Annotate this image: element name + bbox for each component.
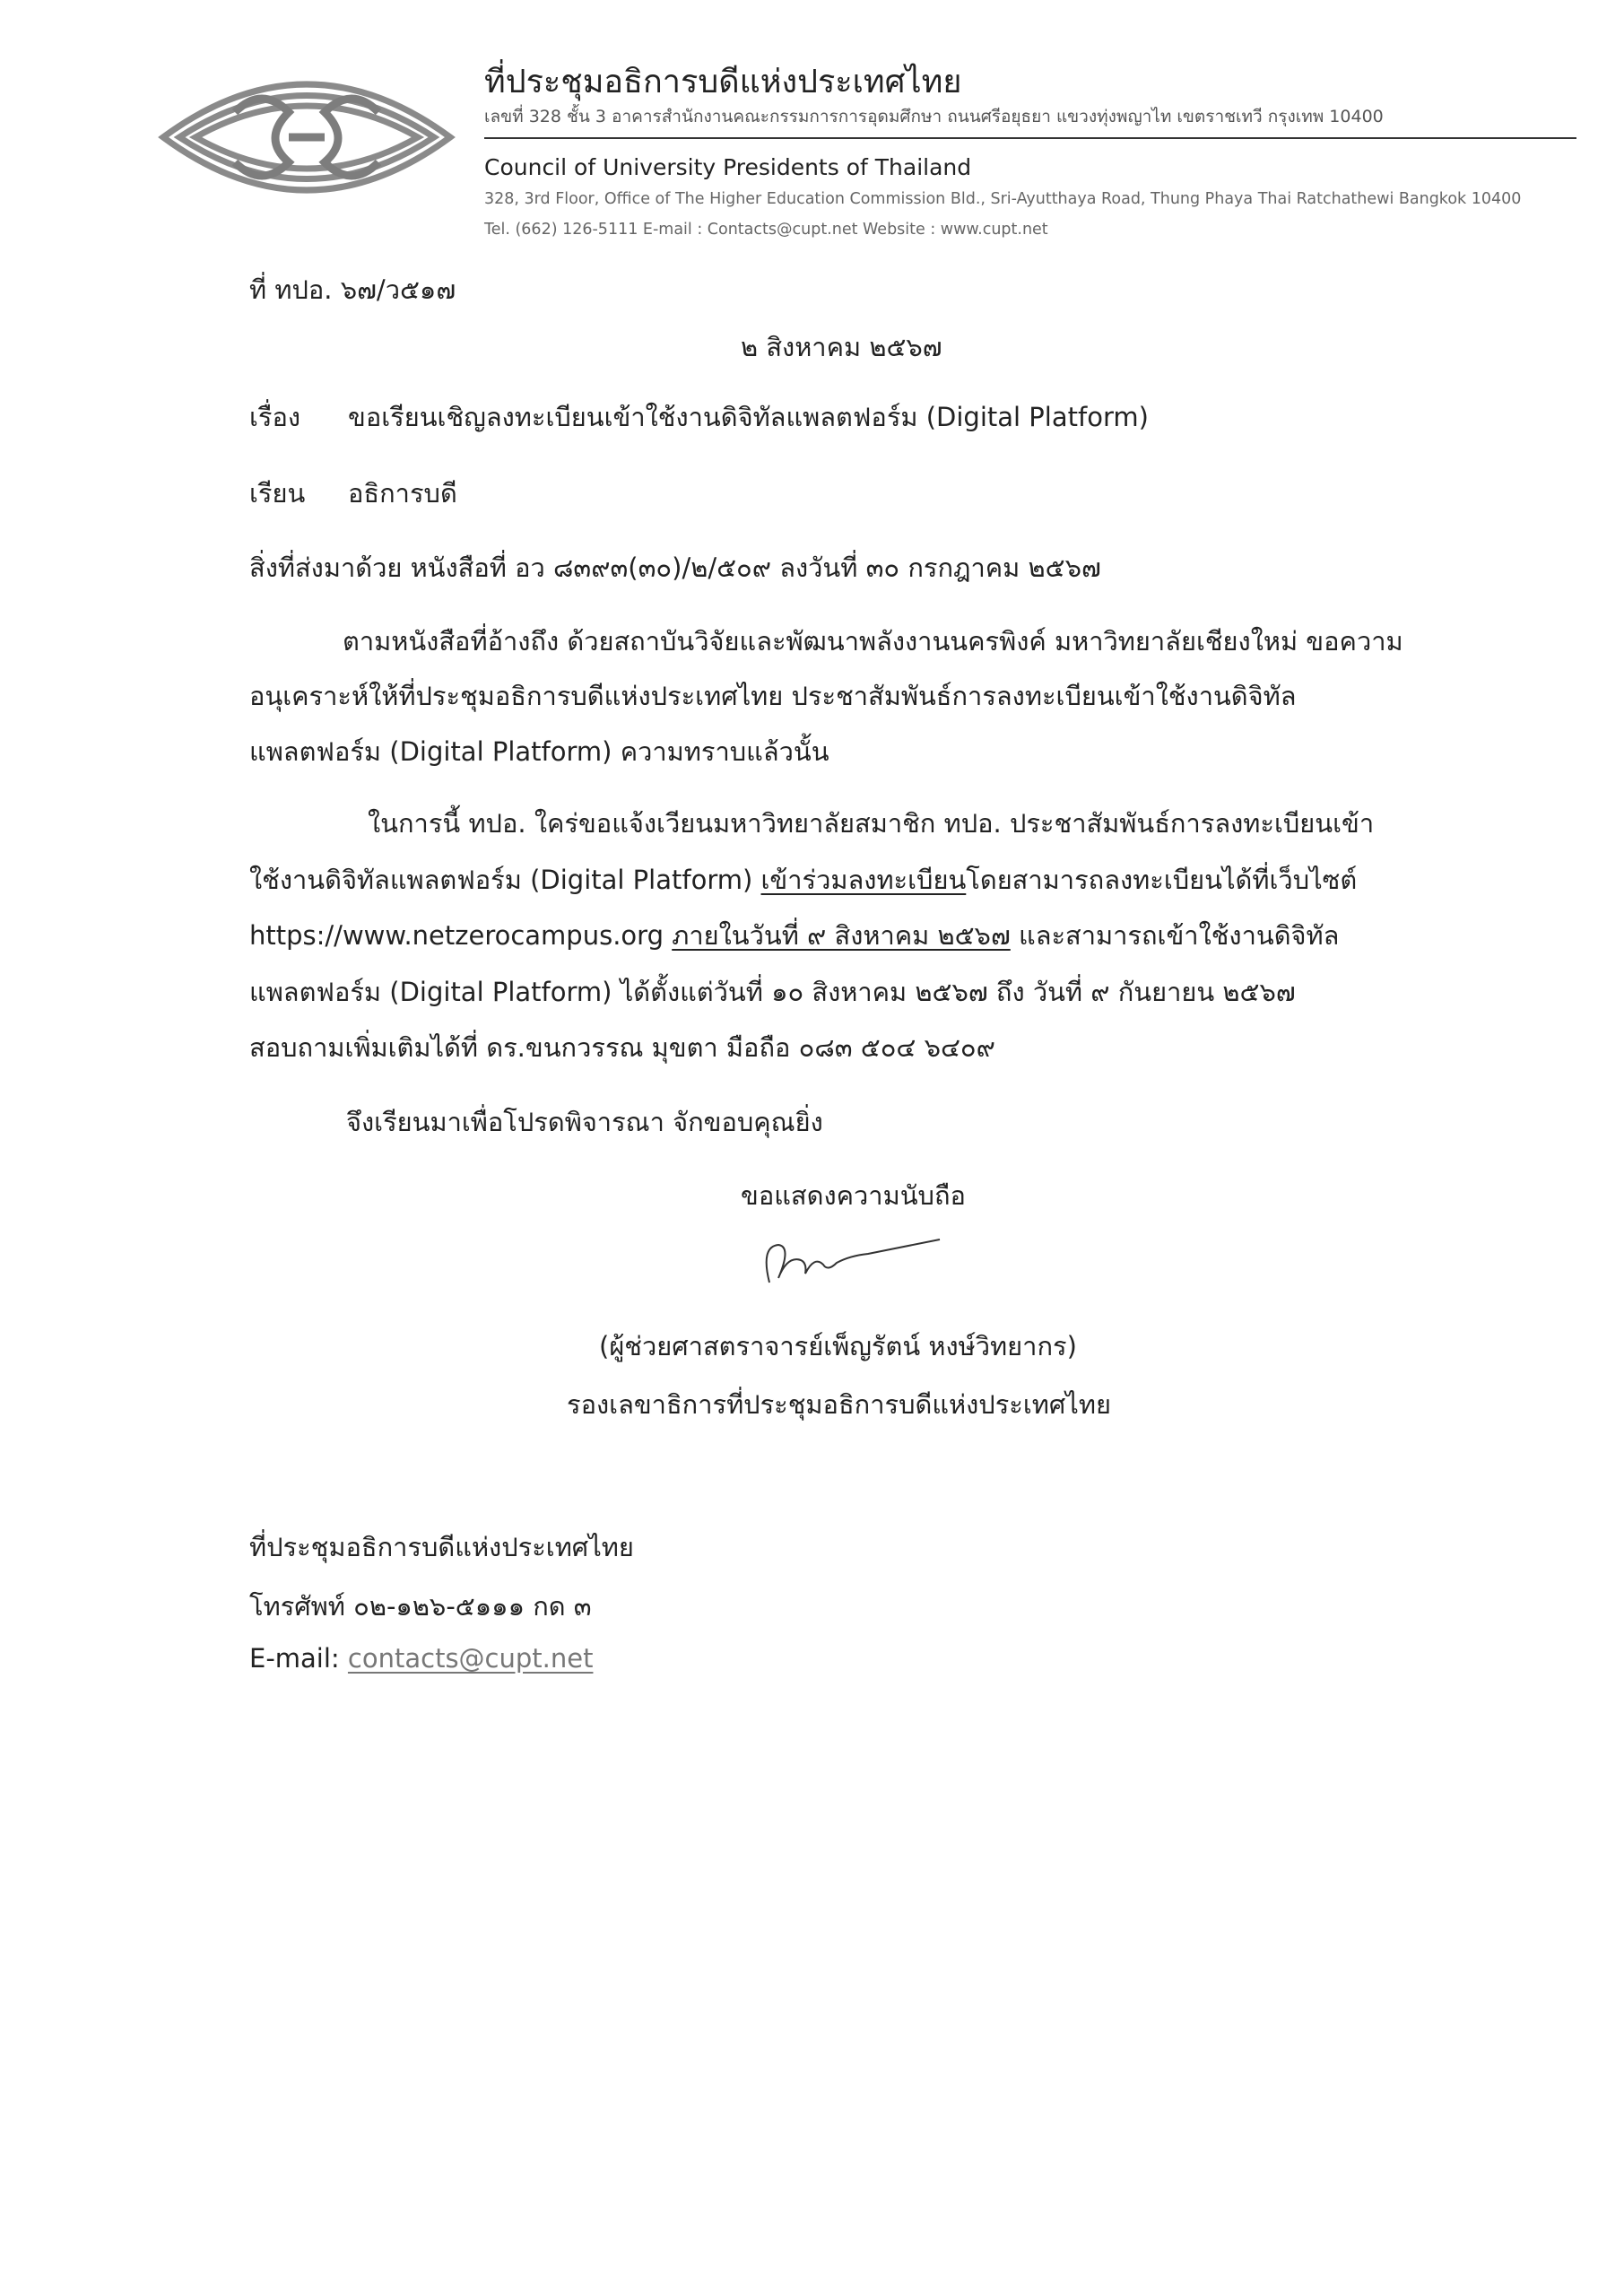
para2-line3-c: และสามารถเข้าใช้งานดิจิทัล — [1010, 920, 1340, 951]
org-name-th: ที่ประชุมอธิการบดีแห่งประเทศไทย — [484, 64, 962, 100]
para2-line1: ในการนี้ ทปอ. ใคร่ขอแจ้งเวียนมหาวิทยาลัยสมาชิก ทปอ. ประชาสัมพันธ์การลงทะเบียนเข้า — [368, 808, 1375, 839]
para2-line3 — [249, 915, 1339, 956]
org-address-th: เลขที่ 328 ชั้น 3 อาคารสำนักงานคณะกรรมการการอุดมศึกษา ถนนศรีอยุธยา แขวงทุ่งพญาไท เขตราชเทวี กรุงเทพ 10400 — [484, 107, 1384, 126]
signer-name: (ผู้ช่วยศาสตราจารย์เพ็ญรัตน์ หงษ์วิทยากร) — [599, 1331, 1077, 1361]
enclosure: สิ่งที่ส่งมาด้วย หนังสือที่ อว ๘๓๙๓(๓๐)/๒/๕๐๙ ลงวันที่ ๓๐ กรกฎาคม ๒๕๖๗ — [249, 552, 1101, 583]
recipient-label: เรียน — [249, 478, 306, 509]
signature-icon — [751, 1229, 949, 1300]
footer-phone: โทรศัพท์ ๐๒-๑๒๖-๕๑๑๑ กด ๓ — [249, 1591, 592, 1622]
closing-line: จึงเรียนมาเพื่อโปรดพิจารณา จักขอบคุณยิ่ง — [346, 1107, 823, 1137]
header-divider — [484, 137, 1576, 139]
org-name-en: Council of University Presidents of Thailand — [484, 154, 972, 180]
para2-line2 — [249, 859, 1357, 900]
letter-date: ๒ สิงหาคม ๒๕๖๗ — [741, 332, 942, 362]
para1-line1: ตามหนังสือที่อ้างถึง ด้วยสถาบันวิจัยและพัฒนาพลังงานนครพิงค์ มหาวิทยาลัยเชียงใหม่ ขอความ — [343, 626, 1403, 657]
subject-text: ขอเรียนเชิญลงทะเบียนเข้าใช้งานดิจิทัลแพลตฟอร์ม (Digital Platform) — [348, 402, 1149, 432]
org-contact-en: Tel. (662) 126-5111 E-mail : Contacts@cupt.net Website : www.cupt.net — [484, 221, 1048, 239]
footer-org: ที่ประชุมอธิการบดีแห่งประเทศไทย — [249, 1532, 634, 1562]
org-address-en: 328, 3rd Floor, Office of The Higher Education Commission Bld., Sri-Ayutthaya Road, Thung Phaya Thai Ratchathewi Bangkok 10400 — [484, 190, 1522, 208]
para1-line2: อนุเคราะห์ให้ที่ประชุมอธิการบดีแห่งประเทศไทย ประชาสัมพันธ์การลงทะเบียนเข้าใช้งานดิจิทัล — [249, 681, 1297, 711]
signer-title: รองเลขาธิการที่ประชุมอธิการบดีแห่งประเทศไทย — [567, 1389, 1111, 1420]
deadline-text: ภายในวันที่ ๙ สิงหาคม ๒๕๖๗ — [672, 920, 1011, 951]
footer-email-link[interactable]: contacts@cupt.net — [347, 1643, 594, 1674]
subject-label: เรื่อง — [249, 402, 301, 432]
footer-email-label: E-mail: — [249, 1643, 348, 1674]
para2-line5: สอบถามเพิ่มเติมได้ที่ ดร.ขนกวรรณ มุขตา มือถือ ๐๘๓ ๕๐๔ ๖๔๐๙ — [249, 1032, 995, 1063]
para2-line2-c: โดยสามารถลงทะเบียนได้ที่เว็บไซต์ — [966, 865, 1358, 895]
para1-line3: แพลตฟอร์ม (Digital Platform) ความทราบแล้วนั้น — [249, 736, 829, 767]
reference-number: ที่ ทปอ. ๖๗/ว๕๑๗ — [249, 274, 456, 305]
cupt-logo-icon — [154, 49, 459, 225]
para2-line2-a: ใช้งานดิจิทัลแพลตฟอร์ม (Digital Platform) — [249, 865, 761, 895]
regards: ขอแสดงความนับถือ — [741, 1180, 966, 1211]
netzero-url: https://www.netzerocampus.org — [249, 920, 673, 951]
footer-email-line — [249, 1643, 593, 1674]
register-join-text: เข้าร่วมลงทะเบียน — [760, 865, 967, 895]
recipient: อธิการบดี — [348, 478, 457, 509]
para2-line4: แพลตฟอร์ม (Digital Platform) ได้ตั้งแต่วันที่ ๑๐ สิงหาคม ๒๕๖๗ ถึง วันที่ ๙ กันยายน ๒๕๖๗ — [249, 977, 1296, 1007]
